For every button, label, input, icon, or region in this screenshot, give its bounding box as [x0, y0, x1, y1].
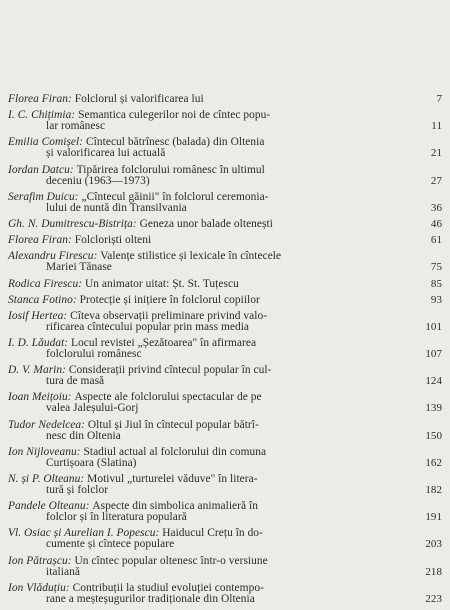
entry-page-number: 61: [430, 234, 442, 247]
entry-author: Florea Firan: [8, 234, 68, 247]
entry-title: Aspecte din simbolica animalieră în: [92, 500, 258, 513]
entry-title: Stadiul actual al folclorului din comuna: [83, 445, 267, 458]
entry-title-continued: cumente și cîntece populare: [46, 538, 175, 551]
entry-title-continued: nesc din Oltenia: [46, 429, 121, 442]
entry-author: Rodica Firescu: [8, 277, 79, 290]
entry-author: Gh. N. Dumitrescu-Bistrița: [8, 217, 133, 230]
entry-title: Un animator uitat: Șt. St. Tuțescu: [84, 277, 239, 290]
entry-title: Oltul și Jiul în cîntecul popular bătrî-: [87, 418, 259, 431]
entry-author: Ion Vlăduțiu: [8, 581, 66, 594]
entry-page-number: 182: [425, 484, 442, 496]
entry-title-continued: lar românesc: [46, 120, 106, 133]
entry-author: Iordan Datcu: [8, 163, 70, 176]
entry-author: Vl. Osiac și Aurelian I. Popescu: [8, 527, 156, 540]
entry-title-continued: italiană: [46, 565, 80, 578]
entry-page-number: 7: [436, 93, 442, 105]
entry-title: Locul revistei „Șezătoarea" în afirmarea: [71, 337, 257, 350]
entry-title-continued: valea Jaleșului-Gorj: [46, 402, 139, 415]
entry-title-continued: tură și folclor: [46, 484, 109, 496]
entry-title-continued: deceniu (1963—1973): [46, 174, 150, 187]
toc-entry: Vl. Osiac și Aurelian I. Popescu: Haiducul Crețu în do- cumente și cîntece populare 203: [8, 527, 442, 551]
toc-entry: Florea Firan: Folcloriști olteni 61: [8, 234, 442, 247]
entry-author: I. D. Lăudat: [8, 337, 65, 350]
entry-author: Alexandru Firescu: [8, 250, 94, 263]
entry-title: Un cîntec popular oltenesc într-o versiune: [74, 554, 268, 567]
toc-entry: Florea Firan: Folclorul și valorificarea lui 7: [8, 93, 442, 105]
entry-title: Haiducul Crețu în do-: [162, 527, 263, 540]
entry-page-number: 93: [430, 293, 442, 306]
entry-title: Contribuții la studiul evoluției contempo-: [72, 581, 264, 594]
toc-entry: Serafim Duicu: „Cîntecul găinii" în folclorul ceremonia- lului de nuntă din Transilvania 36: [8, 190, 442, 214]
entry-author: D. V. Marin: [8, 364, 63, 377]
toc-entry: Tudor Nedelcea: Oltul și Jiul în cîntecul popular bătrî- nesc din Oltenia 150: [8, 418, 442, 442]
toc-entry: Emilia Comișel: Cîntecul bătrînesc (balada) din Oltenia și valorificarea lui actuală 21: [8, 136, 442, 160]
entry-title-continued: și valorificarea lui actuală: [46, 147, 166, 160]
entry-title: Considerații privind cîntecul popular în cul-: [68, 364, 272, 377]
entry-page-number: 36: [430, 201, 442, 214]
entry-title: Cîteva observații preliminare privind valo-: [70, 309, 268, 322]
toc-entry: Stanca Fotino: Protecție și inițiere în folclorul copiilor 93: [8, 293, 442, 306]
entry-page-number: 27: [430, 174, 442, 187]
entry-author: Pandele Olteanu: [8, 500, 86, 513]
entry-title-continued: Curtișoara (Slatina): [46, 456, 137, 469]
entry-page-number: 107: [425, 348, 442, 361]
toc-entry: Ioan Meițoiu: Aspecte ale folclorului spectacular de pe valea Jaleșului-Gorj 139: [8, 391, 442, 415]
entry-author: Iosif Hertea: [8, 309, 64, 322]
entry-author: Ion Pătrașcu: [8, 554, 68, 567]
entry-author: Ioan Meițoiu: [8, 391, 68, 404]
entry-title: „Cîntecul găinii" în folclorul ceremonia-: [81, 190, 269, 203]
entry-page-number: 203: [425, 538, 442, 551]
entry-page-number: 46: [430, 217, 442, 230]
entry-author: I. C. Chițimia: [8, 109, 72, 122]
toc-entry: Ion Nijloveanu: Stadiul actual al folclorului din comuna Curtișoara (Slatina) 162: [8, 445, 442, 469]
entry-title-continued: Mariei Tănase: [46, 261, 112, 274]
entry-title: Geneza unor balade oltenești: [139, 217, 273, 230]
entry-title: Motivul „turturelei văduve" în litera-: [87, 473, 258, 485]
entry-page-number: 75: [430, 261, 442, 274]
entry-author: Serafim Duicu: [8, 190, 75, 203]
entry-author: N. și P. Olteanu: [8, 473, 81, 485]
entry-page-number: 218: [425, 565, 442, 578]
toc-entry: N. și P. Olteanu: Motivul „turturelei văduve" în litera- tură și folclor 182: [8, 473, 442, 496]
toc-entry: Iosif Hertea: Cîteva observații preliminare privind valo- rificarea cîntecului popular prin mass media 101: [8, 309, 442, 333]
toc-entry: Rodica Firescu: Un animator uitat: Șt. St. Tuțescu 85: [8, 277, 442, 290]
entry-page-number: 85: [430, 277, 442, 290]
entry-page-number: 11: [431, 120, 442, 133]
table-of-contents: [8, 94, 444, 610]
entry-author: Stanca Fotino: [8, 293, 73, 306]
toc-entry: D. V. Marin: Considerații privind cîntecul popular în cul- tura de masă 124: [8, 364, 442, 388]
entry-title: Folcloriști olteni: [74, 234, 152, 247]
entry-title-continued: folclorului românesc: [46, 348, 142, 361]
entry-author: Emilia Comișel: [8, 136, 80, 149]
entry-title-continued: rificarea cîntecului popular prin mass media: [46, 320, 250, 333]
toc-entry: I. C. Chițimia: Semantica culegerilor noi de cîntec popu- lar românesc 11: [8, 109, 442, 133]
entry-page-number: 150: [425, 429, 442, 442]
entry-author: Florea Firan: [8, 93, 68, 105]
entry-title: Aspecte ale folclorului spectacular de pe: [74, 391, 262, 404]
entry-title-continued: folclor și în literatura populară: [46, 511, 187, 524]
entry-page-number: 139: [425, 402, 442, 415]
toc-entry: Iordan Datcu: Tipărirea folclorului românesc în ultimul deceniu (1963—1973) 27: [8, 163, 442, 187]
entry-title: Protecție și inițiere în folclorul copiilor: [79, 293, 260, 306]
toc-entry: Pandele Olteanu: Aspecte din simbolica animalieră în folclor și în literatura populară 191: [8, 500, 442, 524]
toc-entry: Ion Pătrașcu: Un cîntec popular oltenesc într-o versiune italiană 218: [8, 554, 442, 578]
entry-title: Tipărirea folclorului românesc în ultimul: [76, 163, 265, 176]
entry-page-number: 191: [425, 511, 442, 524]
entry-author: Ion Nijloveanu: [8, 445, 77, 458]
entry-title: Cîntecul bătrînesc (balada) din Oltenia: [86, 136, 265, 149]
entry-title-continued: tura de masă: [46, 375, 105, 388]
toc-entry: I. D. Lăudat: Locul revistei „Șezătoarea" în afirmarea folclorului românesc 107: [8, 337, 442, 361]
entry-page-number: 21: [430, 147, 442, 160]
entry-page-number: 162: [425, 456, 442, 469]
entry-author: Tudor Nedelcea: [8, 418, 82, 431]
entry-page-number: 101: [425, 320, 442, 333]
entry-title-continued: rane a meșteșugurilor tradiționale din Oltenia: [46, 592, 255, 605]
entry-page-number: 124: [425, 375, 442, 388]
entry-title: Folclorul și valorificarea lui: [74, 93, 204, 105]
toc-entry: Gh. N. Dumitrescu-Bistrița: Geneza unor balade oltenești 46: [8, 217, 442, 230]
toc-entry: Ion Vlăduțiu: Contribuții la studiul evoluției contempo- rane a meșteșugurilor tradiționale din Oltenia 223: [8, 581, 442, 605]
toc-entry: Alexandru Firescu: Valențe stilistice și lexicale în cîntecele Mariei Tănase 75: [8, 250, 442, 274]
entry-title: Semantica culegerilor noi de cîntec popu-: [78, 109, 271, 122]
entry-page-number: 223: [425, 592, 442, 605]
entry-title: Valențe stilistice și lexicale în cîntecele: [100, 250, 282, 263]
entry-title-continued: lului de nuntă din Transilvania: [46, 201, 187, 214]
